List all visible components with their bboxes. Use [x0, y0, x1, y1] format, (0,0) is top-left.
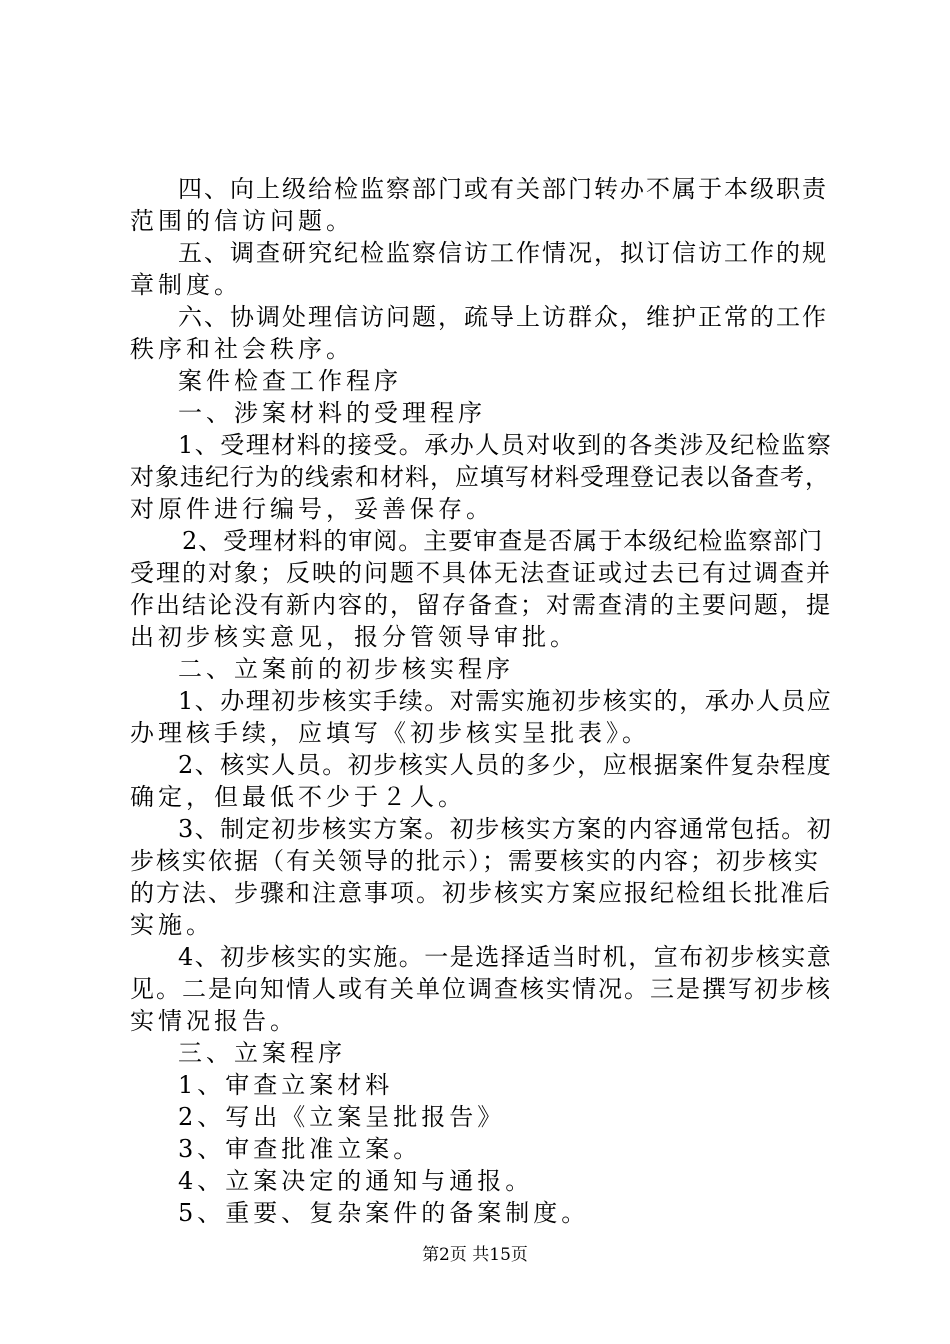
paragraph-line: 章制度。 [130, 271, 242, 299]
list-item: 2、写出《立案呈批报告》 [178, 1103, 506, 1131]
section-heading: 二、立案前的初步核实程序 [178, 655, 514, 683]
paragraph-line: 确定，但最低不少于２人。 [130, 783, 466, 811]
section-heading: 案件检查工作程序 [178, 367, 402, 395]
paragraph-line: 办理核手续，应填写《初步核实呈批表》。 [130, 719, 650, 747]
paragraph-line: 的方法、步骤和注意事项。初步核实方案应报纪检组长批准后 [130, 879, 832, 907]
paragraph-line: 六、协调处理信访问题，疏导上访群众，维护正常的工作 [178, 303, 828, 331]
paragraph-line: 见。二是向知情人或有关单位调查核实情况。三是撰写初步核 [130, 975, 832, 1003]
document-body [130, 173, 833, 1229]
paragraph-line: 2、核实人员。初步核实人员的多少，应根据案件复杂程度 [178, 751, 833, 779]
paragraph-line: 出初步核实意见，报分管领导审批。 [130, 623, 578, 651]
list-item: 1、审查立案材料 [178, 1071, 394, 1099]
paragraph-line: 秩序和社会秩序。 [130, 335, 354, 363]
paragraph-line: 3、制定初步核实方案。初步核实方案的内容通常包括。初 [178, 815, 833, 843]
section-heading: 三、立案程序 [178, 1039, 346, 1067]
paragraph-line: 实情况报告。 [130, 1007, 298, 1035]
paragraph-line: 实施。 [130, 911, 214, 939]
paragraph-line: 五、调查研究纪检监察信访工作情况，拟订信访工作的规 [178, 239, 828, 267]
page-number-footer: 第2页 共15页 [422, 1245, 528, 1265]
paragraph-line: 4、初步核实的实施。一是选择适当时机，宣布初步核实意 [178, 943, 833, 971]
paragraph-line: 1、办理初步核实手续。对需实施初步核实的，承办人员应 [178, 687, 833, 715]
paragraph-line: 范围的信访问题。 [130, 207, 354, 235]
list-item: 4、立案决定的通知与通报。 [178, 1167, 534, 1195]
paragraph-line: 1、受理材料的接受。承办人员对收到的各类涉及纪检监察 [178, 431, 833, 459]
paragraph-line: 对原件进行编号，妥善保存。 [130, 495, 494, 523]
paragraph-line: 步核实依据（有关领导的批示）；需要核实的内容；初步核实 [130, 847, 820, 875]
paragraph-line: 对象违纪行为的线索和材料，应填写材料受理登记表以备查考， [130, 463, 830, 491]
paragraph-line: 受理的对象；反映的问题不具体无法查证或过去已有过调查并 [130, 559, 832, 587]
list-item: 3、审查批准立案。 [178, 1135, 422, 1163]
paragraph-line: 四、向上级给检监察部门或有关部门转办不属于本级职责 [178, 175, 828, 203]
list-item: 5、重要、复杂案件的备案制度。 [178, 1199, 590, 1227]
paragraph-line: 作出结论没有新内容的，留存备查；对需查清的主要问题，提 [130, 591, 832, 619]
section-heading: 一、涉案材料的受理程序 [178, 399, 486, 427]
paragraph-line: 2、受理材料的审阅。主要审查是否属于本级纪检监察部门 [182, 527, 824, 555]
